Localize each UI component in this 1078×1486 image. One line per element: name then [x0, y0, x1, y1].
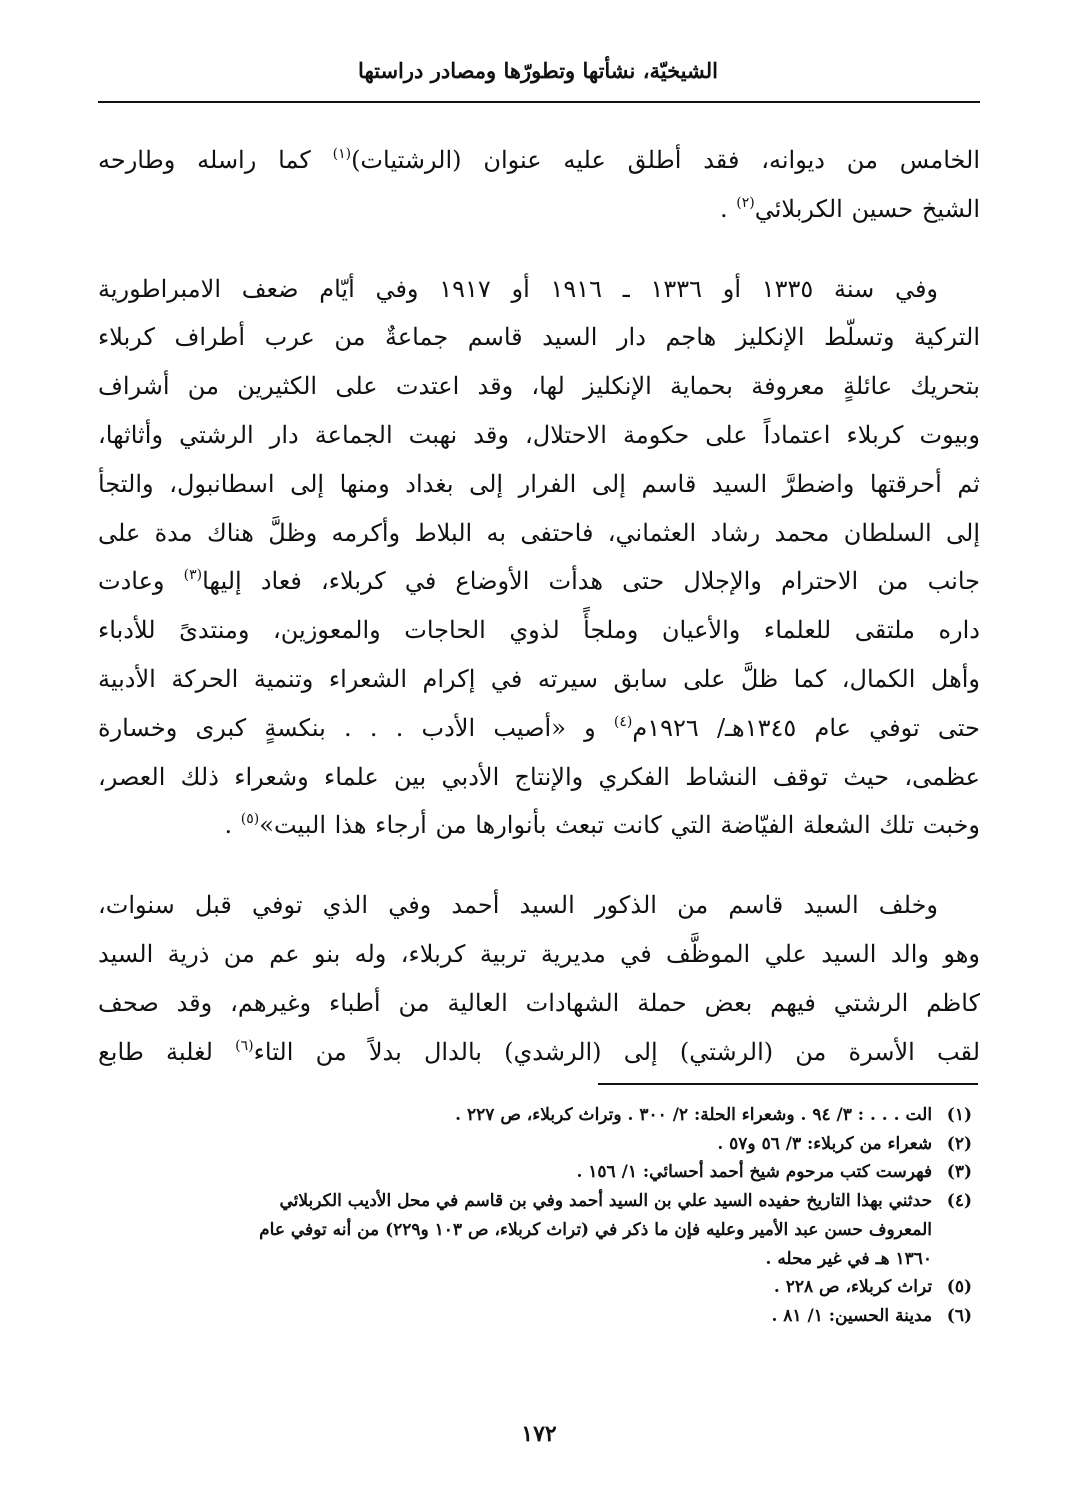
text-line: التركية وتسلّط الإنكليز هاجم دار السيد قاسم جماعةٌ من عرب أطراف كربلاء	[98, 323, 980, 352]
footnote-number: (٦)	[946, 1305, 972, 1326]
footnote-text: فهرست كتب مرحوم شيخ أحمد أحسائي: ١/ ١٥٦ .	[576, 1162, 933, 1183]
text-line: وخبت تلك الشعلة الفيّاضة التي كانت تبعث بأنوارها من أرجاء هذا البيت»$^{(٥)}$ .	[224, 811, 980, 840]
footnote-ref[interactable]: (٥)	[240, 811, 260, 828]
footnote	[98, 1187, 972, 1216]
running-header: الشيخيّة، نشأتها وتطورّها ومصادر دراستها	[358, 58, 718, 83]
footnote-text: حدثني بهذا التاريخ حفيده السيد علي بن السيد أحمد وفي بن قاسم في محل الأديب الكربلائي	[279, 1191, 933, 1212]
footnote	[98, 1130, 972, 1159]
footnote-continuation	[98, 1245, 972, 1274]
footnote-text: شعراء من كربلاء: ٣/ ٥٦ و٥٧ .	[717, 1133, 933, 1154]
footnote-number: (٤)	[946, 1191, 972, 1212]
page-number: ١٧٢	[521, 1421, 557, 1447]
footnote-text: ١٣٦٠ هـ في غير محله .	[765, 1248, 932, 1269]
footnote-ref[interactable]: (٦)	[235, 1037, 254, 1054]
footnote-text: الت . . . : ٣/ ٩٤ . وشعراء الحلة: ٢/ ٣٠٠ . وتراث كربلاء، ص ٢٢٧ .	[455, 1105, 933, 1125]
footnote-number: (٢)	[946, 1133, 972, 1154]
footnote	[98, 1302, 972, 1331]
text-line: وخلف السيد قاسم من الذكور السيد أحمد وفي الذي توفي قبل سنوات،	[98, 891, 938, 920]
footnote	[98, 1101, 972, 1130]
text-line: وأهل الكمال، كما ظلَّ على سابق سيرته في إكرام الشعراء وتنمية الحركة الأدبية	[98, 664, 980, 693]
paragraph-1	[98, 136, 980, 234]
footnote	[98, 1273, 972, 1302]
paragraph-gap	[98, 850, 980, 881]
footnote-ref[interactable]: (٤)	[613, 713, 633, 730]
text-line: حتى توفي عام ١٣٤٥هـ/ ١٩٢٦م$^{(٤)}$ و «أصيب الأدب . . . بنكسةٍ كبرى وخسارة	[98, 713, 980, 742]
footnote	[98, 1158, 972, 1187]
text-line: وهو والد السيد علي الموظَّف في مديرية تربية كربلاء، وله بنو عم من ذرية السيد	[98, 939, 980, 968]
text-line: كاظم الرشتي فيهم بعض حملة الشهادات العالية من أطباء وغيرهم، وقد صحف	[98, 988, 980, 1017]
text-line: داره ملتقى للعلماء والأعيان وملجأً لذوي الحاجات والمعوزين، ومنتدىً للأدباء	[98, 616, 980, 645]
text-line: الخامس من ديوانه، فقد أطلق عليه عنوان (الرشتيات)$^{(١)}$ كما راسله وطارحه	[98, 146, 980, 174]
text-line: إلى السلطان محمد رشاد العثماني، فاحتفى به البلاط وأكرمه وظلَّ هناك مدة على	[98, 518, 980, 547]
footnote-number: (٣)	[946, 1162, 972, 1183]
footnote-number: (٥)	[946, 1277, 972, 1298]
footnotes	[98, 1101, 972, 1331]
text-line: بتحريك عائلةٍ معروفة بحماية الإنكليز لها، وقد اعتدت على الكثيرين من أشراف	[98, 372, 980, 401]
paragraph-3	[98, 881, 980, 1076]
paragraph-2	[98, 265, 980, 851]
text-line: وبيوت كربلاء اعتماداً على حكومة الاحتلال، وقد نهبت الجماعة دار الرشتي وأثاثها،	[98, 420, 980, 449]
footnote-continuation	[98, 1216, 972, 1245]
text-line: جانب من الاحترام والإجلال حتى هدأت الأوضاع في كربلاء، فعاد إليها$^{(٣)}$ وعادت	[98, 567, 980, 596]
body-text	[98, 136, 980, 1076]
text-line: الشيخ حسين الكربلائي$^{(٢)}$ .	[719, 194, 980, 223]
text-line: عظمى، حيث توقف النشاط الفكري والإنتاج الأدبي بين علماء وشعراء ذلك العصر،	[98, 762, 980, 791]
footnote-number: (١)	[946, 1105, 972, 1125]
header-rule	[98, 101, 980, 103]
footnote-ref[interactable]: (٣)	[183, 567, 203, 584]
text-line: ثم أحرقتها واضطرَّ السيد قاسم إلى الفرار إلى بغداد ومنها إلى اسطانبول، والتجأ	[98, 469, 980, 498]
footnote-ref[interactable]: (٢)	[736, 194, 755, 211]
footnote-text: مدينة الحسين: ١/ ٨١ .	[771, 1305, 933, 1326]
paragraph-gap	[98, 234, 980, 265]
text-line: وفي سنة ١٣٣٥ أو ١٣٣٦ ـ ١٩١٦ أو ١٩١٧ وفي أيّام ضعف الامبراطورية	[98, 274, 939, 303]
footnote-ref[interactable]: (١)	[332, 146, 352, 162]
footnote-text: تراث كربلاء، ص ٢٢٨ .	[773, 1277, 933, 1298]
footnote-rule	[598, 1083, 978, 1085]
footnote-text: المعروف حسن عبد الأمير وعليه فإن ما ذكر في (تراث كربلاء، ص ١٠٣ و٢٢٩) من أنه توفي عام	[259, 1219, 932, 1240]
text-line: لقب الأسرة من (الرشتي) إلى (الرشدي) بالدال بدلاً من التاء$^{(٦)}$ لغلبة طابع	[98, 1037, 980, 1066]
